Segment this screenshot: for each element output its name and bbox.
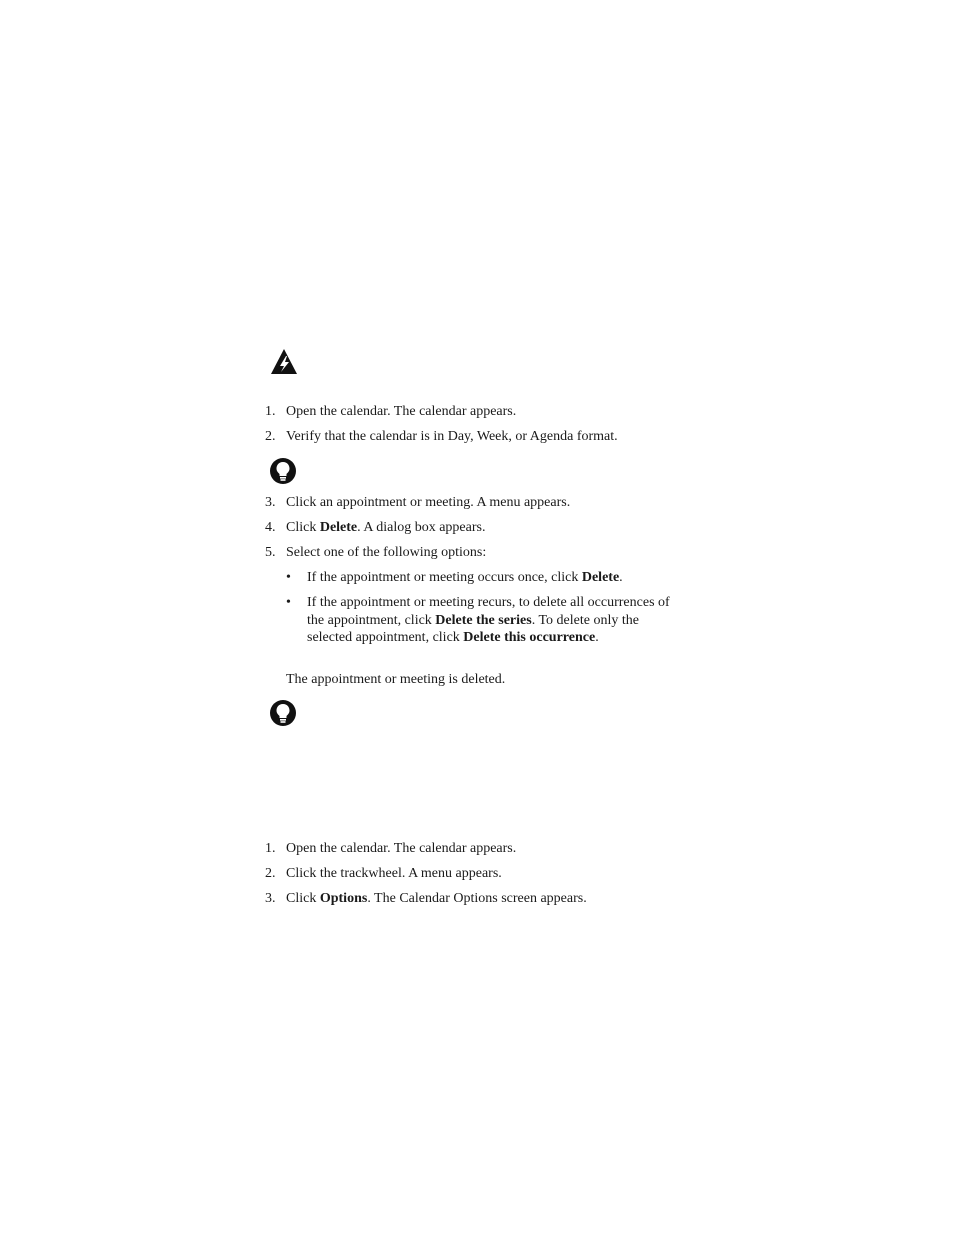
bullet-mark: •: [286, 595, 291, 610]
bullet-bold-term: Delete: [581, 570, 620, 585]
bullet-bold-term-1: Delete the series: [435, 612, 532, 628]
step-2: [265, 428, 685, 445]
bullet-mark: •: [286, 570, 291, 585]
result-text: The appointment or meeting is deleted.: [286, 672, 506, 687]
step-number: 2.: [265, 429, 276, 444]
step-number: 4.: [265, 520, 276, 535]
bullet-bold-term-2: Delete this occurrence: [463, 630, 596, 645]
step-text: Open the calendar. The calendar appears.: [286, 404, 517, 419]
step-text-post: . A dialog box appears.: [357, 520, 486, 535]
step-5: [265, 544, 685, 561]
lightbulb-icon: [269, 699, 299, 729]
warning-icon: [269, 347, 299, 377]
bullet-text-post: .: [619, 570, 623, 585]
step-number: 3.: [265, 495, 276, 510]
step-2: [265, 865, 685, 882]
step-text-pre: Click: [286, 891, 320, 906]
step-bold-term: Options: [319, 891, 368, 906]
step-text: Click the trackwheel. A menu appears.: [286, 866, 502, 881]
step-text-pre: Click: [286, 520, 320, 535]
step-number: 2.: [265, 866, 276, 881]
lightbulb-icon: [269, 457, 299, 487]
bullet-text-3: .: [595, 630, 599, 645]
step-text: Open the calendar. The calendar appears.: [286, 841, 517, 856]
step-3: [265, 890, 685, 907]
bullet-text-pre: If the appointment or meeting occurs once, click: [307, 570, 582, 585]
step-text: Click an appointment or meeting. A menu appears.: [286, 495, 571, 510]
step-number: 5.: [265, 545, 276, 560]
step-1: [265, 840, 685, 857]
step-number: 1.: [265, 841, 276, 856]
bullet-text-1: If the appointment or meeting recurs, to delete all occurrences of the appointment, click: [307, 595, 670, 628]
step-3: [265, 494, 685, 511]
step-text: Select one of the following options:: [286, 545, 487, 560]
step-1: [265, 403, 685, 420]
step-4: [265, 519, 685, 536]
bullet-text-2: . To delete only the selected appointment, click: [307, 612, 639, 645]
option-bullet-2: [286, 594, 678, 647]
step-bold-term: Delete: [319, 520, 358, 535]
option-bullet-1: [286, 569, 686, 587]
step-text: Verify that the calendar is in Day, Week, or Agenda format.: [286, 429, 618, 444]
step-text-post: . The Calendar Options screen appears.: [367, 891, 587, 906]
step-number: 1.: [265, 404, 276, 419]
step-number: 3.: [265, 891, 276, 906]
